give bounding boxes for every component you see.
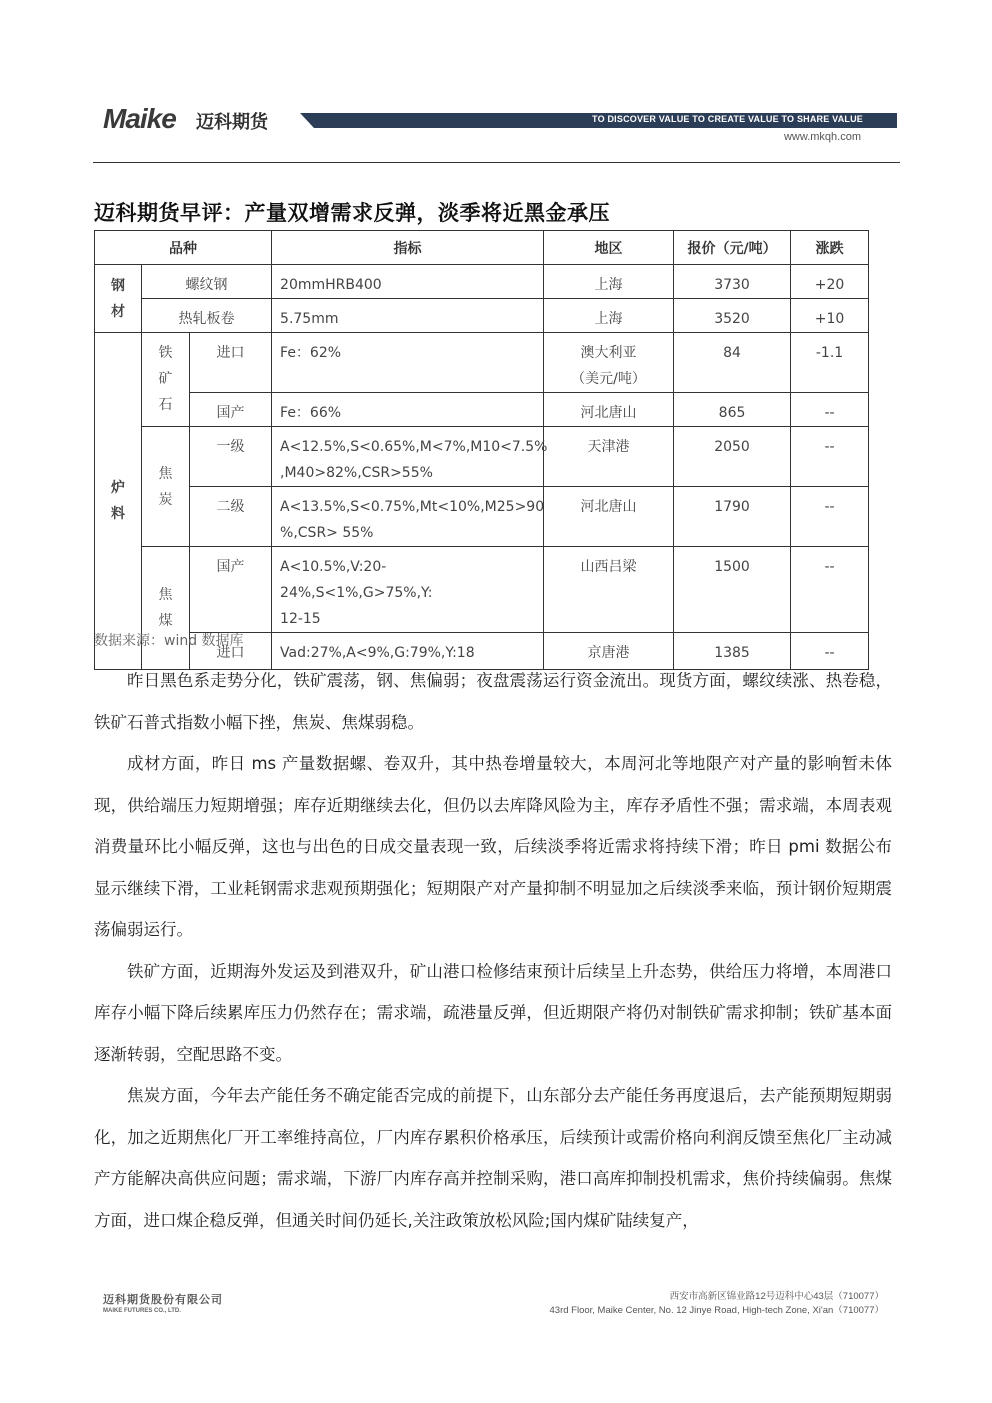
- spec-cell: 20mmHRB400: [272, 265, 544, 299]
- paragraph-finished-steel: 成材方面，昨日 ms 产量数据螺、卷双升，其中热卷增量较大，本周河北等地限产对产量的影响暂未体现，供给端压力短期增强；库存近期继续去化，但仍以去库降风险为主，库存矛盾性不强；需求端，本周表观消费量环比小幅反弹，这也与出色的日成交量表现一致，后续淡季将近需求将持续下滑；昨日 pmi 数据公布显示继续下滑，工业耗钢需求悲观预期强化；短期限产对产量抑制不明显加之后续淡季来临，预计钢价短期震荡偏弱运行。: [94, 754, 892, 939]
- spec-cell: A<13.5%,S<0.75%,Mt<10%,M25>90 %,CSR> 55%: [272, 487, 544, 547]
- header-divider: [93, 162, 900, 163]
- change-cell: +20: [791, 265, 869, 299]
- address-en: 43rd Floor, Maike Center, No. 12 Jinye Road, High-tech Zone, Xi'an（710077）: [549, 1305, 884, 1316]
- sub-type: 国产: [190, 547, 272, 633]
- footer-address: [550, 1290, 885, 1318]
- data-source-note: 数据来源：wind 数据库: [94, 633, 244, 649]
- table-row: [95, 265, 869, 299]
- company-name-en: MAIKE FUTURES CO., LTD.: [103, 1308, 181, 1314]
- price-cell: 2050: [674, 427, 791, 487]
- paragraph-iron-ore: 铁矿方面，近期海外发运及到港双升，矿山港口检修结束预计后续呈上升态势，供给压力将增，本周港口库存小幅下降后续累库压力仍然存在；需求端，疏港量反弹，但近期限产将仍对制铁矿需求抑制；铁矿基本面逐渐转弱，空配思路不变。: [94, 961, 892, 1064]
- change-cell: --: [791, 547, 869, 633]
- website-url[interactable]: www.mkqh.com: [783, 131, 861, 143]
- region-cell: 澳大利亚 （美元/吨）: [544, 333, 674, 393]
- change-cell: --: [791, 633, 869, 670]
- price-cell: 3730: [674, 265, 791, 299]
- sub-type: 进口: [190, 633, 272, 670]
- region-cell: 天津港: [544, 427, 674, 487]
- header-spec: 指标: [272, 231, 544, 265]
- paragraph-coke: 焦炭方面，今年去产能任务不确定能否完成的前提下，山东部分去产能任务再度退后，去产能预期短期弱化，加之近期焦化厂开工率维持高位，厂内库存累积价格承压，后续预计或需价格向利润反馈至焦化厂主动减产方能解决高供应问题；需求端，下游厂内库存高并控制采购，港口高库抑制投机需求，焦价持续偏弱。焦煤方面，进口煤企稳反弹，但通关时间仍延长,关注政策放松风险;国内煤矿陆续复产，: [94, 1086, 892, 1230]
- paragraph-overview: 昨日黑色系走势分化，铁矿震荡，钢、焦偏弱；夜盘震荡运行资金流出。现货方面，螺纹续涨、热卷稳，铁矿石普式指数小幅下挫，焦炭、焦煤弱稳。: [94, 671, 892, 732]
- change-cell: --: [791, 427, 869, 487]
- table-row: [95, 487, 869, 547]
- category-steel: 钢 材: [95, 265, 142, 333]
- header-variety: 品种: [95, 231, 272, 265]
- spec-cell: A<10.5%,V:20-24%,S<1%,G>75%,Y: 12-15: [272, 547, 544, 633]
- table-row: [95, 333, 869, 393]
- product-iron-ore: 铁 矿 石: [142, 333, 190, 427]
- slogan-text: TO DISCOVER VALUE TO CREATE VALUE TO SHARE VALUE: [592, 114, 863, 124]
- product-name: 螺纹钢: [142, 265, 272, 299]
- product-name: 热轧板卷: [142, 299, 272, 333]
- category-furnace: 炉 料: [95, 333, 142, 670]
- price-cell: 84: [674, 333, 791, 393]
- header-price: 报价（元/吨）: [674, 231, 791, 265]
- price-cell: 1500: [674, 547, 791, 633]
- region-cell: 河北唐山: [544, 393, 674, 427]
- region-cell: 河北唐山: [544, 487, 674, 547]
- change-cell: --: [791, 393, 869, 427]
- region-cell: 山西吕梁: [544, 547, 674, 633]
- header-region: 地区: [544, 231, 674, 265]
- report-title: 迈科期货早评：产量双增需求反弹，淡季将近黑金承压: [94, 201, 610, 225]
- table-row: [95, 547, 869, 633]
- sub-type: 国产: [190, 393, 272, 427]
- change-cell: -1.1: [791, 333, 869, 393]
- spec-cell: A<12.5%,S<0.65%,M<7%,M10<7.5% ,M40>82%,CSR>55%: [272, 427, 544, 487]
- table-row: [95, 427, 869, 487]
- slogan-banner: [300, 113, 897, 128]
- region-cell: 上海: [544, 265, 674, 299]
- sub-type: 二级: [190, 487, 272, 547]
- price-cell: 865: [674, 393, 791, 427]
- change-cell: +10: [791, 299, 869, 333]
- product-coke: 焦 炭: [142, 427, 190, 547]
- spec-cell: Fe：62%: [272, 333, 544, 393]
- region-cell: 京唐港: [544, 633, 674, 670]
- company-name-cn: 迈科期货股份有限公司: [103, 1293, 223, 1306]
- logo-english: Maike: [103, 103, 176, 134]
- address-cn: 西安市高新区锦业路12号迈科中心43层（710077）: [669, 1291, 884, 1302]
- spec-cell: 5.75mm: [272, 299, 544, 333]
- region-cell: 上海: [544, 299, 674, 333]
- logo-chinese: 迈科期货: [196, 112, 268, 133]
- table-header-row: [95, 231, 869, 265]
- price-cell: 1385: [674, 633, 791, 670]
- spec-cell: Vad:27%,A<9%,G:79%,Y:18: [272, 633, 544, 670]
- price-table: [94, 230, 869, 670]
- sub-type: 进口: [190, 333, 272, 393]
- report-body: [94, 660, 892, 1241]
- spec-cell: Fe：66%: [272, 393, 544, 427]
- header-change: 涨跌: [791, 231, 869, 265]
- product-coking-coal: 焦 煤: [142, 547, 190, 670]
- table-row: [95, 393, 869, 427]
- price-cell: 1790: [674, 487, 791, 547]
- footer-company: [103, 1291, 223, 1314]
- sub-type: 一级: [190, 427, 272, 487]
- price-cell: 3520: [674, 299, 791, 333]
- table-row: [95, 299, 869, 333]
- change-cell: --: [791, 487, 869, 547]
